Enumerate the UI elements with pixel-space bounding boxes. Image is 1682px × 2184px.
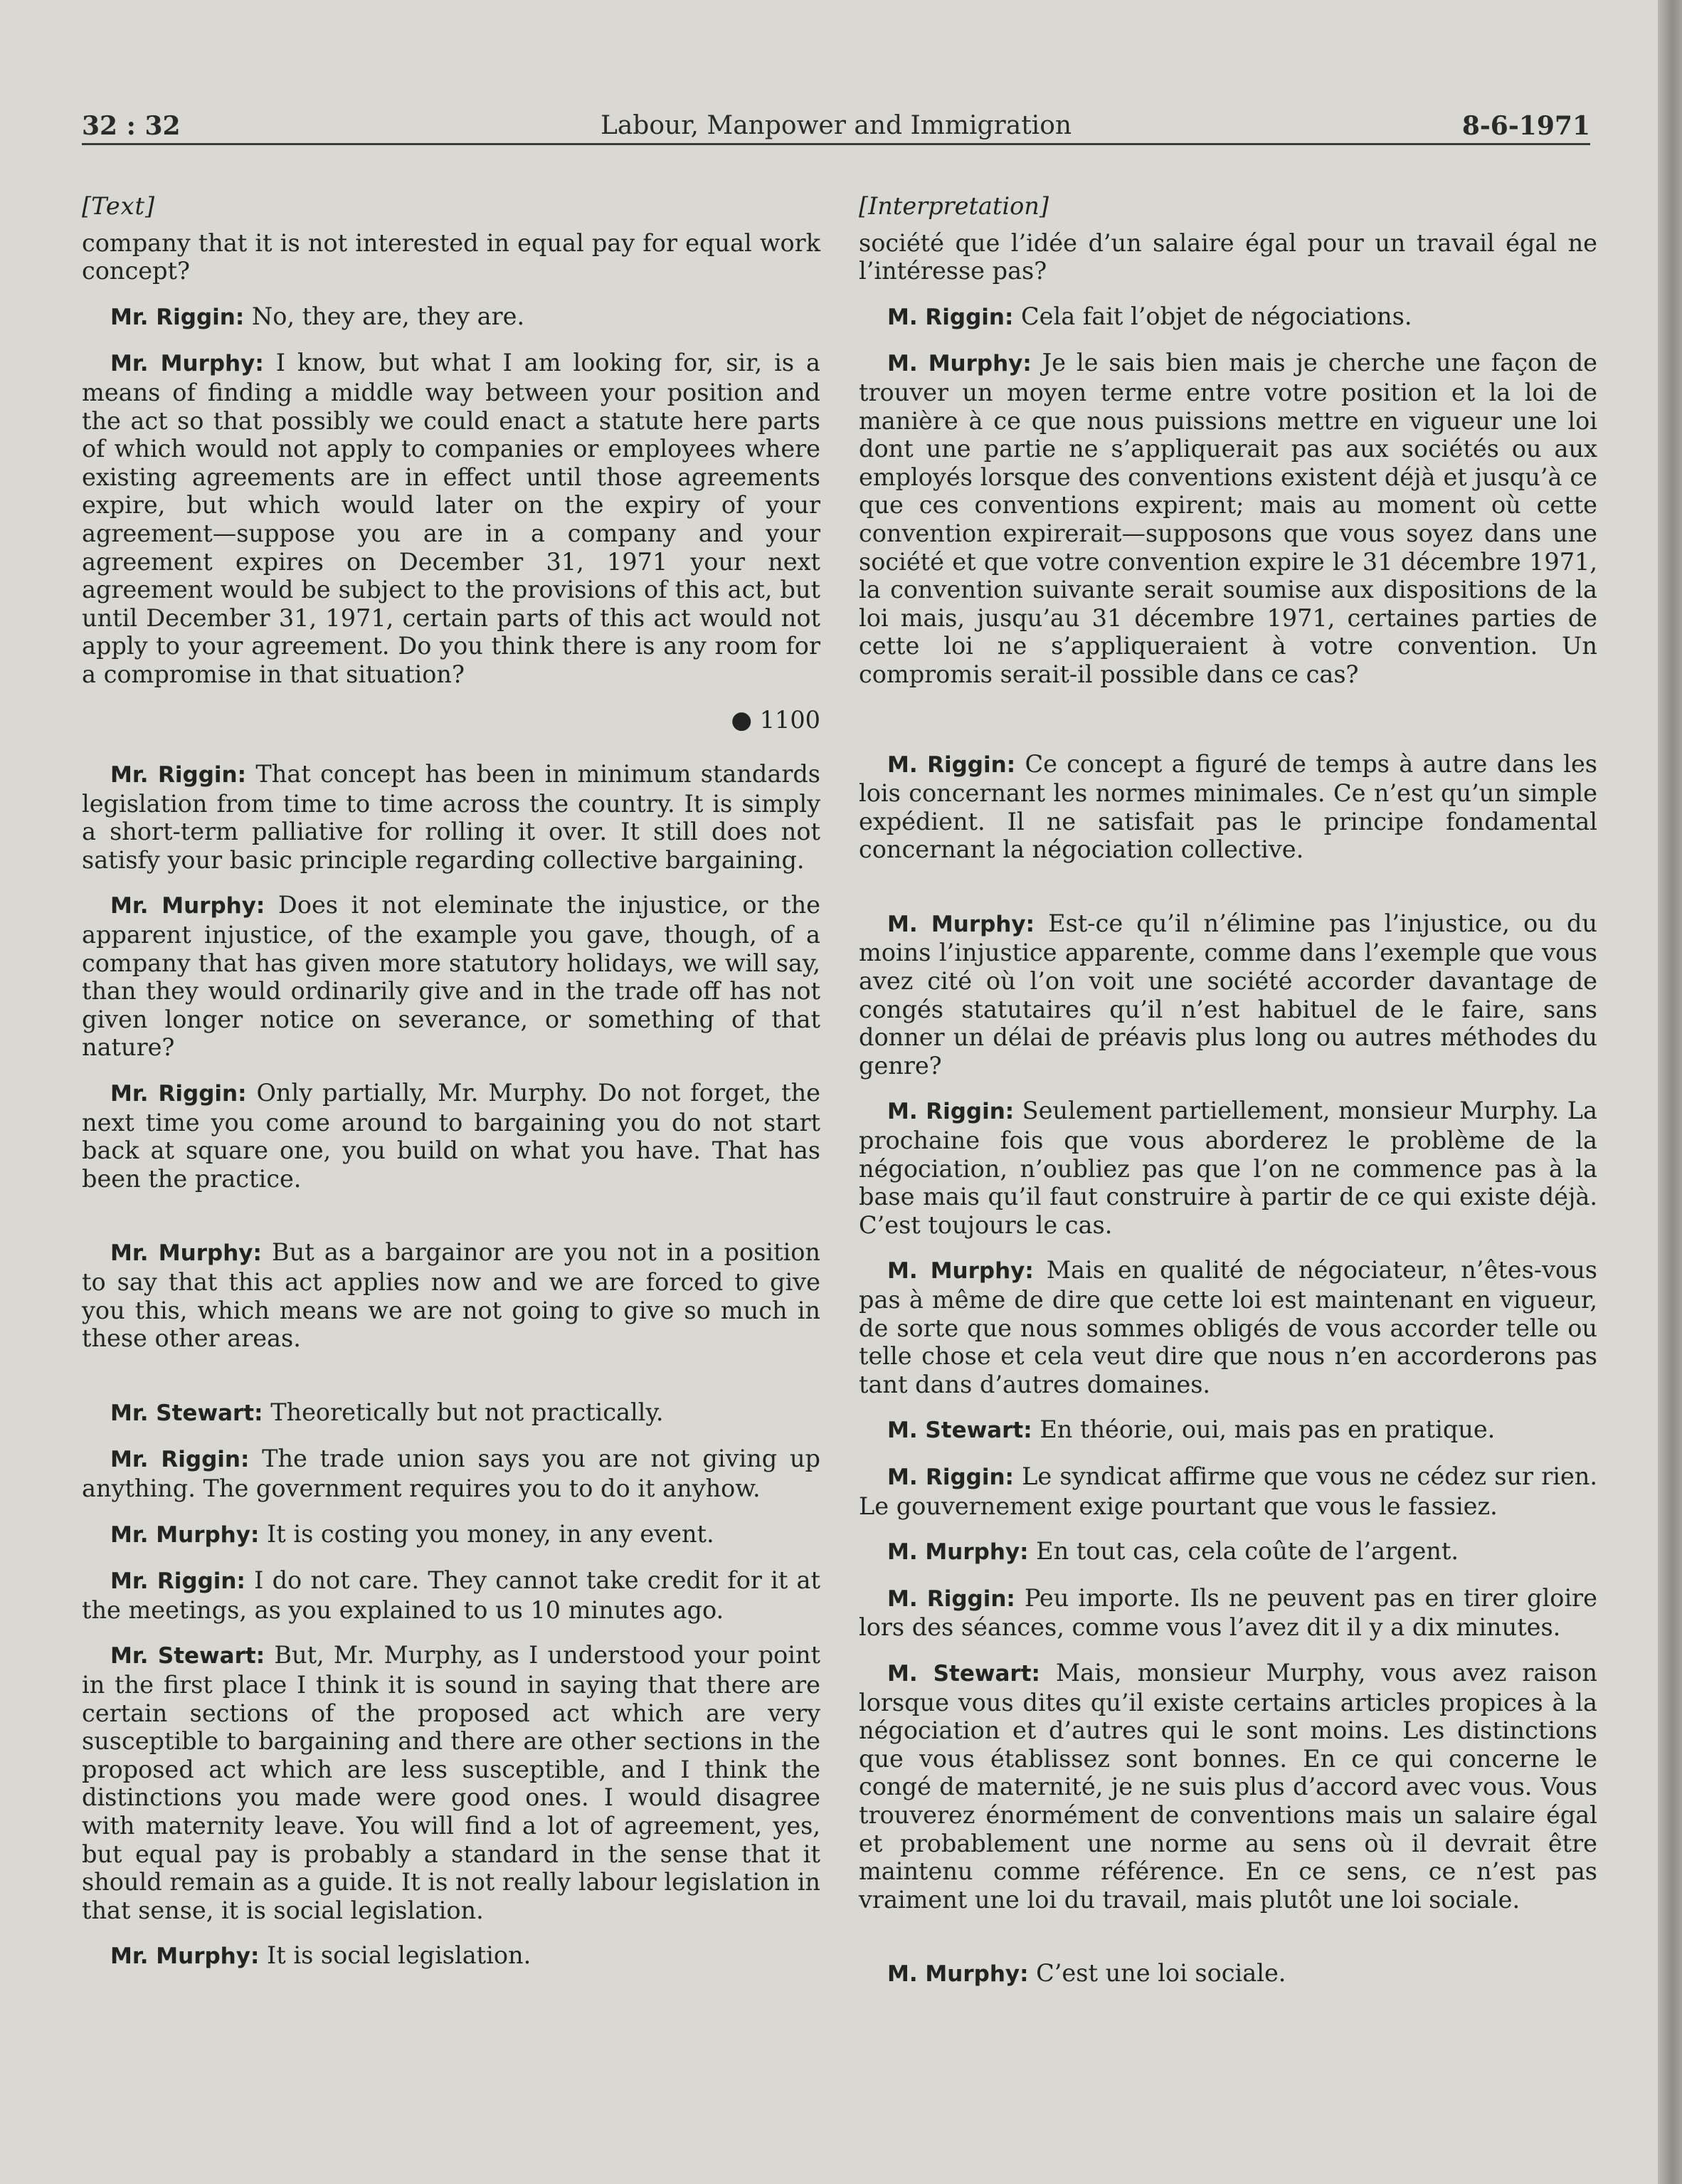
column-tag: [Interpretation] [859, 192, 1049, 220]
speaker-name: Mr. Riggin: [110, 1081, 247, 1107]
speaker-name: M. Murphy: [887, 911, 1035, 937]
speech-entry [82, 1079, 820, 1193]
speech-entry [859, 1537, 1597, 1567]
speaker-name: M. Riggin: [887, 751, 1016, 778]
speech-entry [82, 1445, 820, 1502]
page-date: 8-6-1971 [1461, 111, 1590, 141]
english-column [82, 192, 820, 1988]
speech-entry [859, 750, 1597, 864]
speech-text: Only partially, Mr. Murphy. Do not forget, the next time you come around to bargaining you do not start back at square one, you build on what you have. That has been the practice. [82, 1079, 821, 1193]
speech-text: It is social legislation. [267, 1941, 531, 1970]
speaker-name: Mr. Riggin: [110, 304, 245, 330]
speech-text: I do not care. They cannot take credit for it at the meetings, as you explained to us 10 minutes ago. [82, 1566, 820, 1624]
speech-entry [859, 349, 1597, 688]
speech-text: Mais en qualité de négociateur, n’êtes-vous pas à même de dire que cette loi est maintenant en vigueur, de sorte que nous sommes obligés de vous accorder telle ou telle chose et cela veut dire que nous n’en accorderons pas tant dans d’autres domaines. [859, 1256, 1597, 1398]
speech-text: It is costing you money, in any event. [267, 1519, 714, 1548]
speaker-name: Mr. Riggin: [110, 1568, 245, 1595]
speaker-name: Mr. Stewart: [110, 1643, 265, 1669]
continuation-text: société que l’idée d’un salaire égal pour un travail égal ne l’intéresse pas? [859, 228, 1597, 285]
speech-text: Peu importe. Ils ne peuvent pas en tirer gloire lors des séances, comme vous l’avez dit il y a dix minutes. [859, 1583, 1598, 1642]
speech-entry [859, 1584, 1597, 1642]
speaker-name: Mr. Murphy: [110, 351, 264, 377]
page-header [82, 108, 1590, 145]
speech-entry [859, 1256, 1597, 1398]
speech-entry [82, 1641, 820, 1924]
speaker-name: M. Stewart: [887, 1660, 1040, 1687]
speech-text: Seulement partiellement, monsieur Murphy. La prochaine fois que vous aborderez le problème de la négociation, n’oubliez pas que l’on ne commence pas à la base mais qu’il faut construire à partir de ce qui existe déjà. C’est toujours le cas. [859, 1097, 1597, 1239]
speech-text: That concept has been in minimum standards legislation from time to time across the country. It is simply a short-term palliative for rolling it over. It still does not satisfy your basic principle regarding collective bargaining. [82, 760, 821, 874]
speaker-name: M. Murphy: [887, 1961, 1029, 1988]
speech-entry [82, 1941, 820, 1971]
speaker-name: M. Murphy: [887, 351, 1032, 377]
speaker-name: M. Riggin: [887, 1586, 1015, 1612]
speaker-name: M. Riggin: [887, 304, 1014, 330]
speech-text: Mais, monsieur Murphy, vous avez raison lorsque vous dites qu’il existe certains articles propices à la négociation et d’autres qui le sont moins. Les distinctions que vous établissez sont bonnes. En ce qui concerne le congé de maternité, je ne suis plus d’accord avec vous. Vous trouverez énormément de conventions mais un salaire égal et probablement une norme au sens où il devrait être maintenu comme référence. En ce sens, ce n’est pas vraiment une loi du travail, mais plutôt une loi sociale. [859, 1658, 1597, 1914]
speaker-name: Mr. Stewart: [110, 1400, 263, 1426]
speaker-name: Mr. Murphy: [110, 893, 265, 919]
speech-entry [82, 302, 820, 332]
speech-entry [859, 1659, 1597, 1914]
speech-text: I know, but what I am looking for, sir, is a means of finding a middle way between your position and the act so that possibly we could enact a statute here parts of which would not apply to companies or employees where existing agreements are in effect until those agreements expire, but which would later on the expiry of your agreement—suppose you are in a company and your agreement expires on December 31, 1971 your next agreement would be subject to the provisions of this act, but until December 31, 1971, certain parts of this act would not apply to your agreement. Do you think there is any room for a compromise in that situation? [82, 349, 820, 688]
speech-entry [82, 1520, 820, 1550]
speech-text: Est-ce qu’il n’élimine pas l’injustice, ou du moins l’injustice apparente, comme dans l’exemple que vous avez cité où l’on voit une société accorder davantage de congés statutaires qu’il n’est habituel de le faire, sans donner un délai de préavis plus long ou autres méthodes du genre? [859, 909, 1597, 1080]
speaker-name: Mr. Murphy: [110, 1943, 260, 1970]
speech-entry [859, 1415, 1597, 1445]
speaker-name: M. Murphy: [887, 1258, 1034, 1284]
speaker-name: Mr. Riggin: [110, 1447, 250, 1473]
speech-text: C’est une loi sociale. [1036, 1959, 1286, 1988]
speech-entry [859, 1097, 1597, 1239]
speech-entry [82, 1398, 820, 1428]
page-number: 32 : 32 [82, 111, 181, 141]
page-edge-shadow [1658, 0, 1682, 2184]
speech-text: But as a bargainor are you not in a position to say that this act applies now and we are forced to give you this, which means we are not going to give so much in these other areas. [82, 1238, 821, 1353]
speech-entry [859, 302, 1597, 332]
speech-text: En théorie, oui, mais pas en pratique. [1040, 1415, 1496, 1444]
speech-entry [859, 909, 1597, 1080]
column-tag: [Text] [82, 192, 155, 220]
continuation-text: company that it is not interested in equal pay for equal work concept? [82, 228, 820, 285]
committee-title: Labour, Manpower and Immigration [600, 111, 1072, 140]
speech-entry [82, 891, 820, 1062]
french-column [859, 192, 1597, 2006]
speech-text: Cela fait l’objet de négociations. [1021, 302, 1412, 330]
speech-text: Ce concept a figuré de temps à autre dans les lois concernant les normes minimales. Ce n’est qu’un simple expédient. Il ne satisfait pas le principe fondamental concernant la négociation collective. [859, 749, 1598, 864]
speech-text: But, Mr. Murphy, as I understood your point in the first place I think it is sound in saying that there are certain sections of the proposed act which are very susceptible to bargaining and there are other sections in the proposed act which are less susceptible, and I think the distinctions you made were good ones. I would disagree with maternity leave. You will find a lot of agreement, yes, but equal pay is probably a standard in the sense that it should remain as a guide. It is not really labour legislation in that sense, it is social legislation. [82, 1641, 820, 1924]
speech-entry [82, 349, 820, 688]
speech-text: No, they are, they are. [251, 302, 525, 330]
speech-text: Je le sais bien mais je cherche une façon de trouver un moyen terme entre votre position et la loi de manière à ce que nous puissions mettre en vigueur une loi dont une partie ne s’appliquerait pas aux sociétés ou aux employés lorsque des conventions existent déjà et jusqu’à ce que ces conventions expirent; mais au moment où cette convention expirerait—supposons que vous soyez dans une société et que votre convention expire le 31 décembre 1971, la convention suivante serait soumise aux dispositions de la loi mais, jusqu’au 31 décembre 1971, certaines parties de cette loi ne s’appliqueraient à votre convention. Un compromis serait-il possible dans ce cas? [859, 349, 1597, 688]
speaker-name: M. Riggin: [887, 1464, 1014, 1490]
speaker-name: M. Stewart: [887, 1418, 1032, 1444]
speaker-name: Mr. Murphy: [110, 1240, 262, 1267]
speech-entry [859, 1959, 1597, 1989]
speaker-name: M. Murphy: [887, 1539, 1029, 1566]
speech-entry [82, 1566, 820, 1624]
speaker-name: Mr. Riggin: [110, 762, 247, 788]
speech-text: Le syndicat affirme que vous ne cédez sur rien. Le gouvernement exige pourtant que vous le fassiez. [859, 1462, 1597, 1520]
speech-entry [82, 760, 820, 874]
speaker-name: Mr. Murphy: [110, 1521, 260, 1548]
speech-text: The trade union says you are not giving up anything. The government requires you to do it anyhow. [82, 1445, 820, 1502]
speech-text: En tout cas, cela coûte de l’argent. [1036, 1537, 1459, 1566]
time-marker: ● 1100 [731, 705, 820, 734]
speech-text: Theoretically but not practically. [270, 1398, 664, 1426]
speech-entry [859, 1462, 1597, 1520]
speech-entry [82, 1238, 820, 1352]
speaker-name: M. Riggin: [887, 1099, 1015, 1125]
header-rule [82, 143, 1590, 145]
speech-text: Does it not eleminate the injustice, or the apparent injustice, of the example you gave, though, of a company that has given more statutory holidays, we will say, than they would ordinarily give and in the trade off has not given longer notice on severance, or something of that nature? [82, 891, 820, 1062]
